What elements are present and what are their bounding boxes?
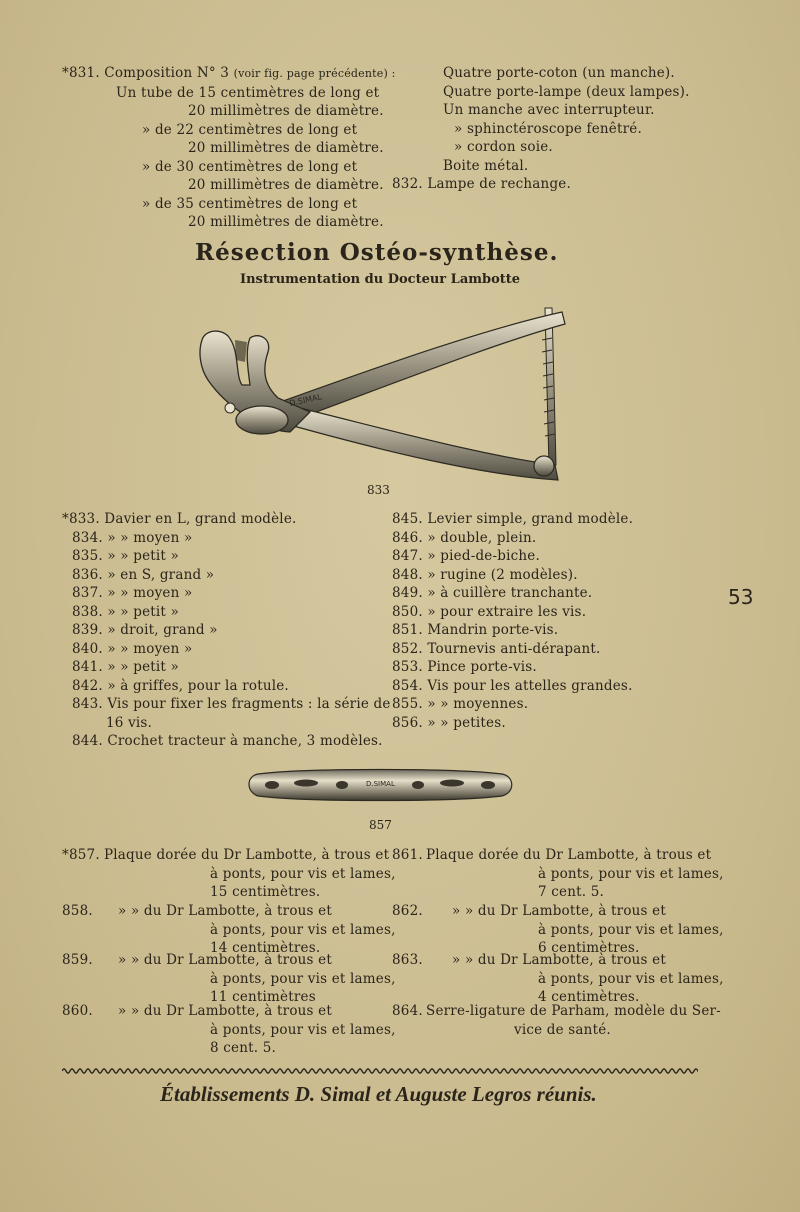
accessory-line: Un manche avec interrupteur. bbox=[443, 102, 655, 118]
list-item: 835. » » petit » bbox=[72, 548, 180, 564]
forceps-illustration bbox=[190, 290, 580, 495]
list-item: 854. Vis pour les attelles grandes. bbox=[392, 677, 633, 694]
plates-list-right bbox=[392, 846, 724, 1039]
section-subtitle: Instrumentation du Docteur Lambotte bbox=[240, 272, 521, 287]
plate-item-863: 863. » » du Dr Lambotte, à trous et à ponts, pour vis et lames, 4 centimètres. bbox=[392, 952, 724, 1005]
list-item: 844. Crochet tracteur à manche, 3 modèles. bbox=[72, 733, 383, 749]
tube-line: » de 22 centimètres de long et bbox=[142, 121, 358, 138]
tube-line: » de 30 centimètres de long et bbox=[142, 158, 358, 175]
list-item: 842. » à griffes, pour la rotule. bbox=[72, 677, 289, 694]
list-item: 851. Mandrin porte-vis. bbox=[392, 622, 559, 638]
list-item: 840. » » moyen » bbox=[72, 640, 193, 657]
tube-line: » de 35 centimètres de long et bbox=[142, 195, 358, 212]
list-item: 845. Levier simple, grand modèle. bbox=[392, 511, 634, 527]
plate-illustration bbox=[244, 764, 516, 806]
list-item: *833. Davier en L, grand modèle. bbox=[62, 511, 297, 527]
accessory-block bbox=[392, 64, 690, 194]
list-item: 839. » droit, grand » bbox=[72, 622, 218, 638]
list-item: 849. » à cuillère tranchante. bbox=[392, 585, 593, 601]
section-title: Résection Ostéo-synthèse. bbox=[195, 239, 559, 266]
wavy-divider bbox=[62, 1066, 698, 1076]
page-number: 53 bbox=[728, 585, 754, 609]
list-item: 850. » pour extraire les vis. bbox=[392, 603, 587, 620]
tube-line: 20 millimètres de diamètre. bbox=[188, 103, 384, 119]
accessory-line: Boite métal. bbox=[443, 157, 529, 174]
list-item: 841. » » petit » bbox=[72, 659, 180, 675]
list-item: 16 vis. bbox=[106, 714, 153, 731]
list-item: 846. » double, plein. bbox=[392, 529, 537, 546]
figure-label-857: 857 bbox=[369, 818, 392, 832]
instrument-list-right bbox=[392, 510, 633, 732]
list-item: 853. Pince porte-vis. bbox=[392, 659, 537, 675]
plate-item-862: 862. » » du Dr Lambotte, à trous et à ponts, pour vis et lames, 6 centimètres. bbox=[392, 903, 724, 956]
item-831-ref: (voir fig. page précédente) : bbox=[233, 67, 396, 80]
figure-label-833: 833 bbox=[367, 483, 390, 497]
accessory-line: Quatre porte-lampe (deux lampes). bbox=[443, 83, 690, 100]
tube-line: Un tube de 15 centimètres de long et bbox=[116, 84, 380, 101]
list-item: 843. Vis pour fixer les fragments : la série de bbox=[72, 696, 391, 712]
list-item: 838. » » petit » bbox=[72, 603, 180, 620]
list-item: 855. » » moyennes. bbox=[392, 696, 529, 712]
composition-block bbox=[62, 64, 396, 232]
list-item: 856. » » petites. bbox=[392, 714, 506, 731]
tube-line: 20 millimètres de diamètre. bbox=[188, 177, 384, 193]
plate-item-858: 858. » » du Dr Lambotte, à trous et à ponts, pour vis et lames, 14 centimètres. bbox=[62, 903, 396, 956]
plate-engraving-text: D.SIMAL bbox=[366, 780, 395, 788]
list-item: 837. » » moyen » bbox=[72, 585, 193, 601]
accessory-line: Quatre porte-coton (un manche). bbox=[443, 65, 675, 81]
engraving-text: D.SIMAL bbox=[288, 392, 323, 408]
item-832: 832. Lampe de rechange. bbox=[392, 176, 571, 192]
plate-item-857: *857. Plaque dorée du Dr Lambotte, à trous et à ponts, pour vis et lames, 15 centimètres. bbox=[62, 847, 396, 900]
list-item: 834. » » moyen » bbox=[72, 529, 193, 546]
instrument-list-left bbox=[62, 510, 391, 751]
plate-item-864: 864. Serre-ligature de Parham, modèle du Ser- vice de santé. bbox=[392, 1003, 721, 1038]
list-item: 847. » pied-de-biche. bbox=[392, 548, 540, 564]
plate-item-860: 860. » » du Dr Lambotte, à trous et à ponts, pour vis et lames, 8 cent. 5. bbox=[62, 1003, 396, 1056]
plates-list-left bbox=[62, 846, 396, 1058]
tube-line: 20 millimètres de diamètre. bbox=[188, 214, 384, 230]
item-831: *831. Composition N° 3 bbox=[62, 65, 230, 81]
accessory-line: » sphinctéroscope fenêtré. bbox=[454, 120, 642, 137]
footer-publisher: Établissements D. Simal et Auguste Legros réunis. bbox=[160, 1082, 597, 1106]
list-item: 848. » rugine (2 modèles). bbox=[392, 566, 578, 583]
list-item: 836. » en S, grand » bbox=[72, 566, 215, 583]
tube-line: 20 millimètres de diamètre. bbox=[188, 140, 384, 156]
plate-item-861: 861. Plaque dorée du Dr Lambotte, à trous et à ponts, pour vis et lames, 7 cent. 5. bbox=[392, 847, 724, 900]
plate-item-859: 859. » » du Dr Lambotte, à trous et à ponts, pour vis et lames, 11 centimètres bbox=[62, 952, 396, 1005]
accessory-line: » cordon soie. bbox=[454, 139, 553, 155]
list-item: 852. Tournevis anti-dérapant. bbox=[392, 640, 601, 657]
